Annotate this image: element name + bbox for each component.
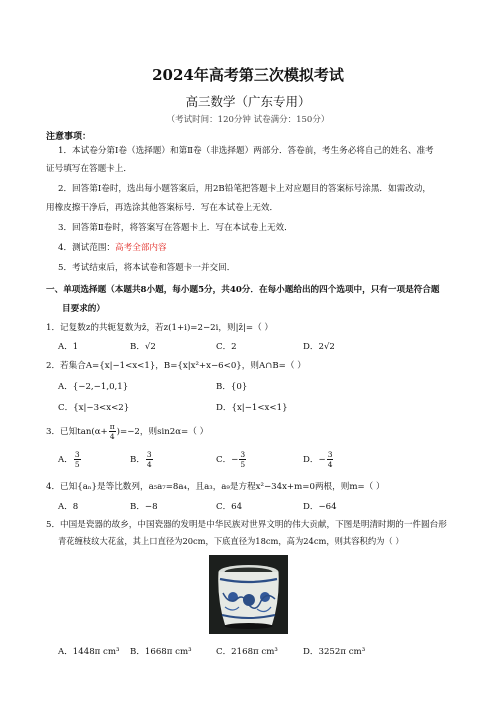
question-3-stem-prefix: 3．已知tan — [46, 427, 92, 437]
option-fraction — [239, 450, 246, 469]
question-3-option-b — [130, 450, 154, 469]
question-2-option-b: B．{0} — [216, 382, 248, 392]
question-4-option-c: C．64 — [216, 502, 243, 512]
question-2-option-d: D．{x|−1<x<1} — [216, 403, 288, 413]
pi-over-4-fraction — [109, 422, 116, 441]
question-1-option-b: B．√2 — [130, 342, 156, 352]
notice-item-3: 3．回答第Ⅱ卷时，将答案写在答题卡上．写在本试卷上无效． — [58, 223, 293, 233]
question-5-option-a: A．1448π cm³ — [58, 647, 120, 657]
fraction-numerator: 3 — [327, 450, 333, 459]
question-4-option-d: D．−64 — [303, 502, 337, 512]
question-1-option-d: D．2√2 — [303, 342, 335, 352]
question-3-stem — [46, 422, 208, 441]
question-3-option-d — [303, 450, 334, 469]
question-3-option-a — [58, 450, 82, 469]
option-label: B． — [130, 455, 145, 465]
notice-item-5: 5．考试结束后，将本试卷和答题卡一并交回． — [58, 263, 236, 273]
notice-item-4-prefix: 4．测试范围： — [58, 243, 116, 253]
fraction-numerator: 3 — [240, 450, 246, 459]
vase-photo — [209, 555, 288, 634]
exam-info: （考试时间：120分钟 试卷满分：150分） — [166, 115, 330, 125]
question-2-option-a: A．{−2,−1,0,1} — [58, 382, 129, 392]
option-label: C．− — [216, 455, 239, 465]
page-subtitle: 高三数学（广东专用） — [185, 94, 311, 109]
question-1-option-a: A．1 — [58, 342, 79, 352]
notice-item-2-line-1: 2．回答第Ⅰ卷时，选出每小题答案后，用2B铅笔把答题卡上对应题目的答案标号涂黑．如需改动， — [58, 184, 431, 194]
notice-item-1-line-1: 1．本试卷分第Ⅰ卷（选择题）和第Ⅱ卷（非选择题）两部分．答卷前，考生务必将自己的姓名、准考 — [58, 146, 434, 156]
question-1-stem: 1．记复数z的共轭复数为z̄，若z(1+i)=2−2i，则|z̄|=（ ） — [46, 323, 274, 333]
section-heading-line-1: 一、单项选择题（本题共8小题，每小题5分，共40分．在每小题给出的四个选项中，只有一项是符合题 — [46, 285, 440, 295]
question-5-option-b: B．1668π cm³ — [130, 647, 192, 657]
question-5-option-d: D．3252π cm³ — [303, 647, 366, 657]
section-heading-line-2: 目要求的） — [62, 304, 105, 314]
fraction-denominator: 4 — [146, 460, 152, 469]
fraction-denominator: 4 — [327, 460, 333, 469]
test-scope-value: 高考全部内容 — [115, 243, 167, 253]
notice-item-4 — [58, 242, 167, 255]
question-5-stem-line-2: 青花缠枝纹大花盆，其上口直径为20cm，下底直径为18cm，高为24cm，则其容积约为（ ） — [58, 536, 404, 546]
blue-white-flowerpot-image — [209, 555, 288, 634]
fraction-denominator: 4 — [109, 432, 115, 441]
notice-item-1-line-2: 证号填写在答题卡上． — [46, 164, 132, 174]
option-fraction — [327, 450, 334, 469]
fraction-denominator: 5 — [240, 460, 246, 469]
option-label: A． — [58, 455, 73, 465]
question-2-stem: 2．若集合A={x|−1<x<1}，B={x|x²+x−6<0}，则A∩B=（ ） — [46, 361, 306, 371]
question-5-stem-line-1: 5．中国是瓷器的故乡，中国瓷器的发明是中华民族对世界文明的伟大贡献，下图是明清时期的一件圆台形 — [46, 520, 447, 530]
question-2-option-c: C．{x|−3<x<2} — [58, 403, 130, 413]
question-3-paren-open: (α+ — [91, 427, 108, 437]
question-5-option-c: C．2168π cm³ — [216, 647, 278, 657]
question-4-option-a: A．8 — [58, 502, 79, 512]
notice-item-2-line-2: 用橡皮擦干净后，再选涂其他答案标号．写在本试卷上无效． — [46, 203, 279, 213]
fraction-numerator: π — [109, 422, 115, 431]
question-4-option-b: B．−8 — [130, 502, 158, 512]
fraction-numerator: 3 — [74, 450, 80, 459]
question-3-stem-suffix: )=−2，则sin2α=（ ） — [116, 427, 209, 437]
option-fraction — [146, 450, 153, 469]
question-3-option-c — [216, 450, 247, 469]
question-1-option-c: C．2 — [216, 342, 237, 352]
page-title: 2024年高考第三次模拟考试 — [152, 66, 344, 84]
fraction-numerator: 3 — [146, 450, 152, 459]
question-4-stem: 4．已知{aₙ}是等比数列，a₅a₇=8a₄，且a₃，a₉是方程x²−34x+m=0两根，则m=（ ） — [46, 482, 385, 492]
fraction-denominator: 5 — [74, 460, 80, 469]
option-fraction — [74, 450, 81, 469]
option-label: D．− — [303, 455, 326, 465]
notice-heading: 注意事项： — [46, 132, 92, 142]
